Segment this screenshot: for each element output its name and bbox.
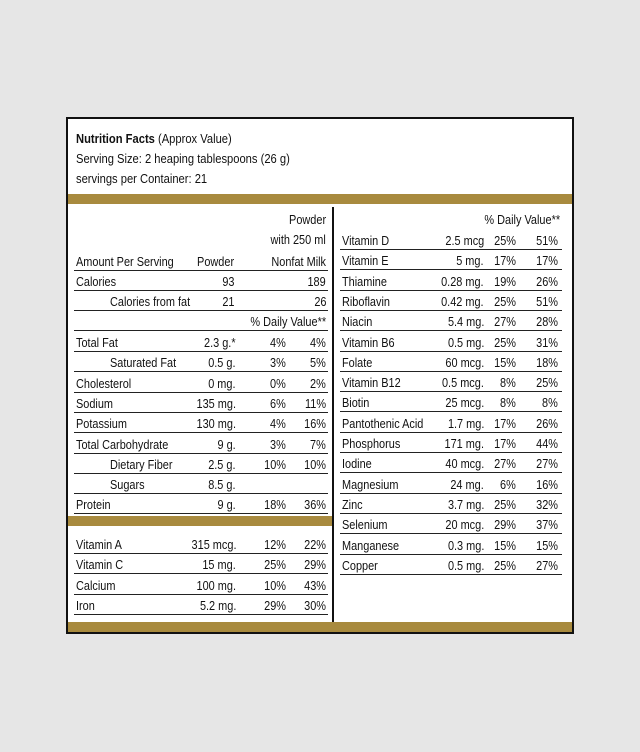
daily-value-powder: 17% bbox=[494, 253, 516, 269]
nutrition-facts-panel bbox=[66, 117, 574, 634]
daily-value-powder: 25% bbox=[494, 496, 516, 512]
daily-value-powder: 6% bbox=[270, 395, 286, 411]
right-nutrient-row bbox=[340, 373, 562, 392]
nutrient-amount: 9 g. bbox=[217, 436, 236, 452]
calories-fat-label: Calories from fat bbox=[110, 294, 191, 309]
column-divider bbox=[332, 207, 334, 622]
daily-value-powder: 29% bbox=[264, 597, 286, 613]
title-note: (Approx Value) bbox=[154, 131, 232, 146]
nutrient-amount: 3.7 mg. bbox=[447, 496, 484, 512]
daily-value-powder: 15% bbox=[494, 537, 516, 553]
nutrient-amount: 24 mg. bbox=[450, 476, 484, 492]
gold-divider-bottom bbox=[68, 622, 572, 632]
nutrient-name: Iron bbox=[76, 597, 95, 613]
nutrient-name: Potassium bbox=[76, 416, 127, 432]
daily-value-milk: 27% bbox=[536, 456, 558, 472]
nutrient-name: Selenium bbox=[342, 517, 388, 533]
nutrient-row bbox=[74, 353, 328, 372]
nutrient-amount: 0.5 mcg. bbox=[442, 375, 484, 391]
nutrient-amount: 100 mg. bbox=[196, 577, 236, 593]
nutrient-name: Niacin bbox=[342, 314, 373, 330]
daily-value-powder: 25% bbox=[494, 233, 516, 248]
nutrient-row bbox=[74, 333, 328, 352]
nutrient-name: Vitamin B6 bbox=[342, 334, 395, 350]
daily-value-heading-row bbox=[74, 312, 328, 331]
title: Nutrition Facts bbox=[76, 131, 155, 146]
nutrient-name: Manganese bbox=[342, 537, 400, 553]
daily-value-milk: 31% bbox=[536, 334, 558, 350]
daily-value-powder: 19% bbox=[494, 273, 516, 289]
servings-per-container: servings per Container: 21 bbox=[76, 171, 208, 186]
col-head-milk-text: with 250 ml bbox=[270, 232, 326, 247]
right-dv-label-text: % Daily Value** bbox=[484, 212, 560, 227]
nutrient-row bbox=[74, 495, 328, 514]
nutrient-amount: 5 mg. bbox=[456, 253, 484, 269]
daily-value-powder: 15% bbox=[494, 354, 516, 370]
nutrient-amount: 0.5 g. bbox=[208, 355, 236, 371]
nutrient-name: Phosphorus bbox=[342, 436, 401, 451]
nutrient-amount: 20 mcg. bbox=[445, 517, 484, 533]
right-nutrient-row bbox=[340, 312, 562, 331]
daily-value-milk: 16% bbox=[536, 476, 558, 492]
daily-value-powder: 17% bbox=[494, 436, 516, 451]
daily-value-milk: 2% bbox=[310, 375, 326, 391]
calories-powder: 93 bbox=[221, 274, 234, 289]
nutrient-row bbox=[74, 394, 328, 413]
daily-value-powder: 8% bbox=[500, 395, 516, 411]
daily-value-milk bbox=[286, 475, 326, 494]
calories-fat-milk: 26 bbox=[313, 294, 326, 309]
nutrient-amount: 9 g. bbox=[217, 497, 236, 513]
right-nutrient-row bbox=[340, 272, 562, 291]
nutrient-amount: 1.7 mg. bbox=[447, 415, 484, 431]
daily-value-milk: 43% bbox=[304, 577, 326, 593]
right-nutrient-row bbox=[340, 454, 562, 473]
nutrient-amount: 5.4 mg. bbox=[447, 314, 484, 330]
daily-value-powder bbox=[236, 475, 286, 494]
nutrient-row bbox=[74, 435, 328, 454]
daily-value-powder: 4% bbox=[270, 416, 286, 432]
vitamin-row bbox=[74, 555, 328, 574]
daily-value-milk: 22% bbox=[304, 537, 326, 552]
nutrient-amount: 25 mcg. bbox=[445, 395, 484, 411]
right-nutrient-row bbox=[340, 434, 562, 453]
right-nutrient-row bbox=[340, 231, 562, 250]
daily-value-milk: 28% bbox=[536, 314, 558, 330]
daily-value-milk: 32% bbox=[536, 496, 558, 512]
nutrient-amount: 2.5 mcg bbox=[445, 233, 484, 248]
daily-value-powder: 3% bbox=[270, 436, 286, 452]
daily-value-powder: 25% bbox=[264, 557, 286, 573]
nutrient-name: Vitamin C bbox=[76, 557, 124, 573]
calories-fat-row bbox=[74, 292, 328, 311]
nonfat-milk-label: Nonfat Milk bbox=[271, 254, 326, 269]
daily-value-milk: 29% bbox=[304, 557, 326, 573]
right-nutrient-row bbox=[340, 536, 562, 555]
nutrient-amount: 0.5 mg. bbox=[447, 334, 484, 350]
right-nutrient-row bbox=[340, 333, 562, 352]
daily-value-powder: 27% bbox=[494, 314, 516, 330]
nutrient-amount: 0 mg. bbox=[208, 375, 236, 391]
nutrient-amount: 135 mg. bbox=[196, 395, 236, 411]
nutrient-name: Cholesterol bbox=[76, 375, 132, 391]
amount-per-serving-label: Amount Per Serving bbox=[76, 254, 174, 269]
nutrient-name: Total Fat bbox=[76, 335, 118, 350]
nutrient-amount: 0.5 mg. bbox=[447, 557, 484, 573]
nutrient-amount: 171 mg. bbox=[444, 436, 484, 451]
daily-value-milk: 15% bbox=[536, 537, 558, 553]
daily-value-milk: 51% bbox=[536, 233, 558, 248]
daily-value-milk: 18% bbox=[536, 354, 558, 370]
daily-value-milk: 17% bbox=[536, 253, 558, 269]
gold-divider-top bbox=[68, 194, 572, 204]
nutrient-name: Pantothenic Acid bbox=[342, 415, 424, 431]
nutrient-row bbox=[74, 414, 328, 433]
nutrient-amount: 60 mcg. bbox=[445, 354, 484, 370]
daily-value-powder: 10% bbox=[264, 577, 286, 593]
daily-value-milk: 44% bbox=[536, 436, 558, 451]
right-nutrient-row bbox=[340, 292, 562, 311]
nutrient-amount: 40 mcg. bbox=[445, 456, 484, 472]
nutrient-amount: 0.28 mg. bbox=[441, 273, 484, 289]
nutrient-amount: 15 mg. bbox=[202, 557, 236, 573]
nutrient-amount: 315 mcg. bbox=[191, 537, 236, 552]
label-header bbox=[76, 129, 290, 189]
daily-value-powder: 12% bbox=[264, 537, 286, 552]
nutrient-amount: 130 mg. bbox=[196, 416, 236, 432]
nutrient-name: Calcium bbox=[76, 577, 116, 593]
daily-value-milk: 11% bbox=[304, 395, 326, 411]
daily-value-powder: 27% bbox=[494, 456, 516, 472]
daily-value-milk: 37% bbox=[536, 517, 558, 533]
daily-value-milk: 5% bbox=[310, 355, 326, 371]
daily-value-milk: 16% bbox=[304, 416, 326, 432]
daily-value-milk: 36% bbox=[304, 497, 326, 513]
nutrient-name: Vitamin E bbox=[342, 253, 389, 269]
right-nutrient-row bbox=[340, 556, 562, 575]
daily-value-milk: 25% bbox=[536, 375, 558, 391]
daily-value-powder: 8% bbox=[500, 375, 516, 391]
daily-value-powder: 17% bbox=[494, 415, 516, 431]
daily-value-milk: 51% bbox=[536, 293, 558, 309]
daily-value-milk: 26% bbox=[536, 415, 558, 431]
nutrient-name: Saturated Fat bbox=[110, 355, 177, 371]
nutrient-amount: 0.3 mg. bbox=[447, 537, 484, 553]
right-nutrient-row bbox=[340, 515, 562, 534]
nutrient-name: Riboflavin bbox=[342, 293, 390, 309]
nutrient-name: Copper bbox=[342, 557, 378, 573]
nutrient-amount: 0.42 mg. bbox=[441, 293, 484, 309]
right-nutrient-row bbox=[340, 353, 562, 372]
calories-fat-powder: 21 bbox=[221, 294, 234, 309]
daily-value-powder: 10% bbox=[264, 456, 286, 472]
nutrient-name: Iodine bbox=[342, 456, 372, 472]
nutrient-name: Magnesium bbox=[342, 476, 399, 492]
daily-value-powder: 25% bbox=[494, 334, 516, 350]
daily-value-powder: 25% bbox=[494, 293, 516, 309]
gold-divider-left bbox=[68, 516, 332, 526]
powder-label: Powder bbox=[196, 254, 234, 269]
right-nutrient-row bbox=[340, 251, 562, 270]
nutrient-name: Zinc bbox=[342, 496, 363, 512]
daily-value-powder: 18% bbox=[264, 497, 286, 513]
nutrient-name: Folate bbox=[342, 354, 373, 370]
nutrient-amount: 8.5 g. bbox=[208, 477, 236, 493]
nutrient-amount: 5.2 mg. bbox=[199, 597, 236, 613]
col-head-milk bbox=[228, 230, 326, 250]
nutrient-name: Sugars bbox=[110, 477, 145, 493]
daily-value-label: % Daily Value** bbox=[250, 314, 326, 329]
right-nutrient-row bbox=[340, 393, 562, 412]
daily-value-milk: 7% bbox=[310, 436, 326, 452]
right-nutrient-row bbox=[340, 475, 562, 494]
daily-value-milk: 30% bbox=[304, 597, 326, 613]
col-head-powder bbox=[228, 210, 326, 230]
nutrient-name: Vitamin B12 bbox=[342, 375, 401, 391]
calories-row bbox=[74, 272, 328, 291]
calories-label: Calories bbox=[76, 274, 117, 289]
daily-value-powder: 25% bbox=[494, 557, 516, 573]
nutrient-amount: 2.5 g. bbox=[208, 456, 236, 472]
vitamin-row bbox=[74, 596, 328, 615]
nutrient-row bbox=[74, 455, 328, 474]
col-head-powder-text: Powder bbox=[288, 212, 326, 227]
nutrient-name: Biotin bbox=[342, 395, 370, 411]
nutrient-row bbox=[74, 475, 328, 494]
daily-value-milk: 10% bbox=[304, 456, 326, 472]
nutrient-name: Protein bbox=[76, 497, 111, 513]
nutrient-name: Dietary Fiber bbox=[110, 456, 173, 472]
calories-milk: 189 bbox=[307, 274, 326, 289]
nutrient-name: Thiamine bbox=[342, 273, 387, 289]
heading-row bbox=[74, 252, 328, 271]
daily-value-milk: 4% bbox=[310, 335, 326, 350]
vitamin-row bbox=[74, 576, 328, 595]
daily-value-milk: 26% bbox=[536, 273, 558, 289]
nutrient-name: Vitamin A bbox=[76, 537, 122, 552]
daily-value-powder: 6% bbox=[500, 476, 516, 492]
nutrient-amount: 2.3 g.* bbox=[204, 335, 236, 350]
nutrient-name: Sodium bbox=[76, 395, 114, 411]
right-nutrient-row bbox=[340, 495, 562, 514]
daily-value-powder: 4% bbox=[270, 335, 286, 350]
serving-size: Serving Size: 2 heaping tablespoons (26 g) bbox=[76, 151, 290, 166]
nutrient-name: Total Carbohydrate bbox=[76, 436, 169, 452]
right-dv-label bbox=[340, 210, 560, 230]
daily-value-milk: 27% bbox=[536, 557, 558, 573]
daily-value-powder: 3% bbox=[270, 355, 286, 371]
right-nutrient-row bbox=[340, 414, 562, 433]
daily-value-milk: 8% bbox=[542, 395, 558, 411]
daily-value-powder: 29% bbox=[494, 517, 516, 533]
nutrient-name: Vitamin D bbox=[342, 233, 390, 248]
daily-value-powder: 0% bbox=[270, 375, 286, 391]
nutrient-row bbox=[74, 374, 328, 393]
vitamin-row bbox=[74, 535, 328, 554]
